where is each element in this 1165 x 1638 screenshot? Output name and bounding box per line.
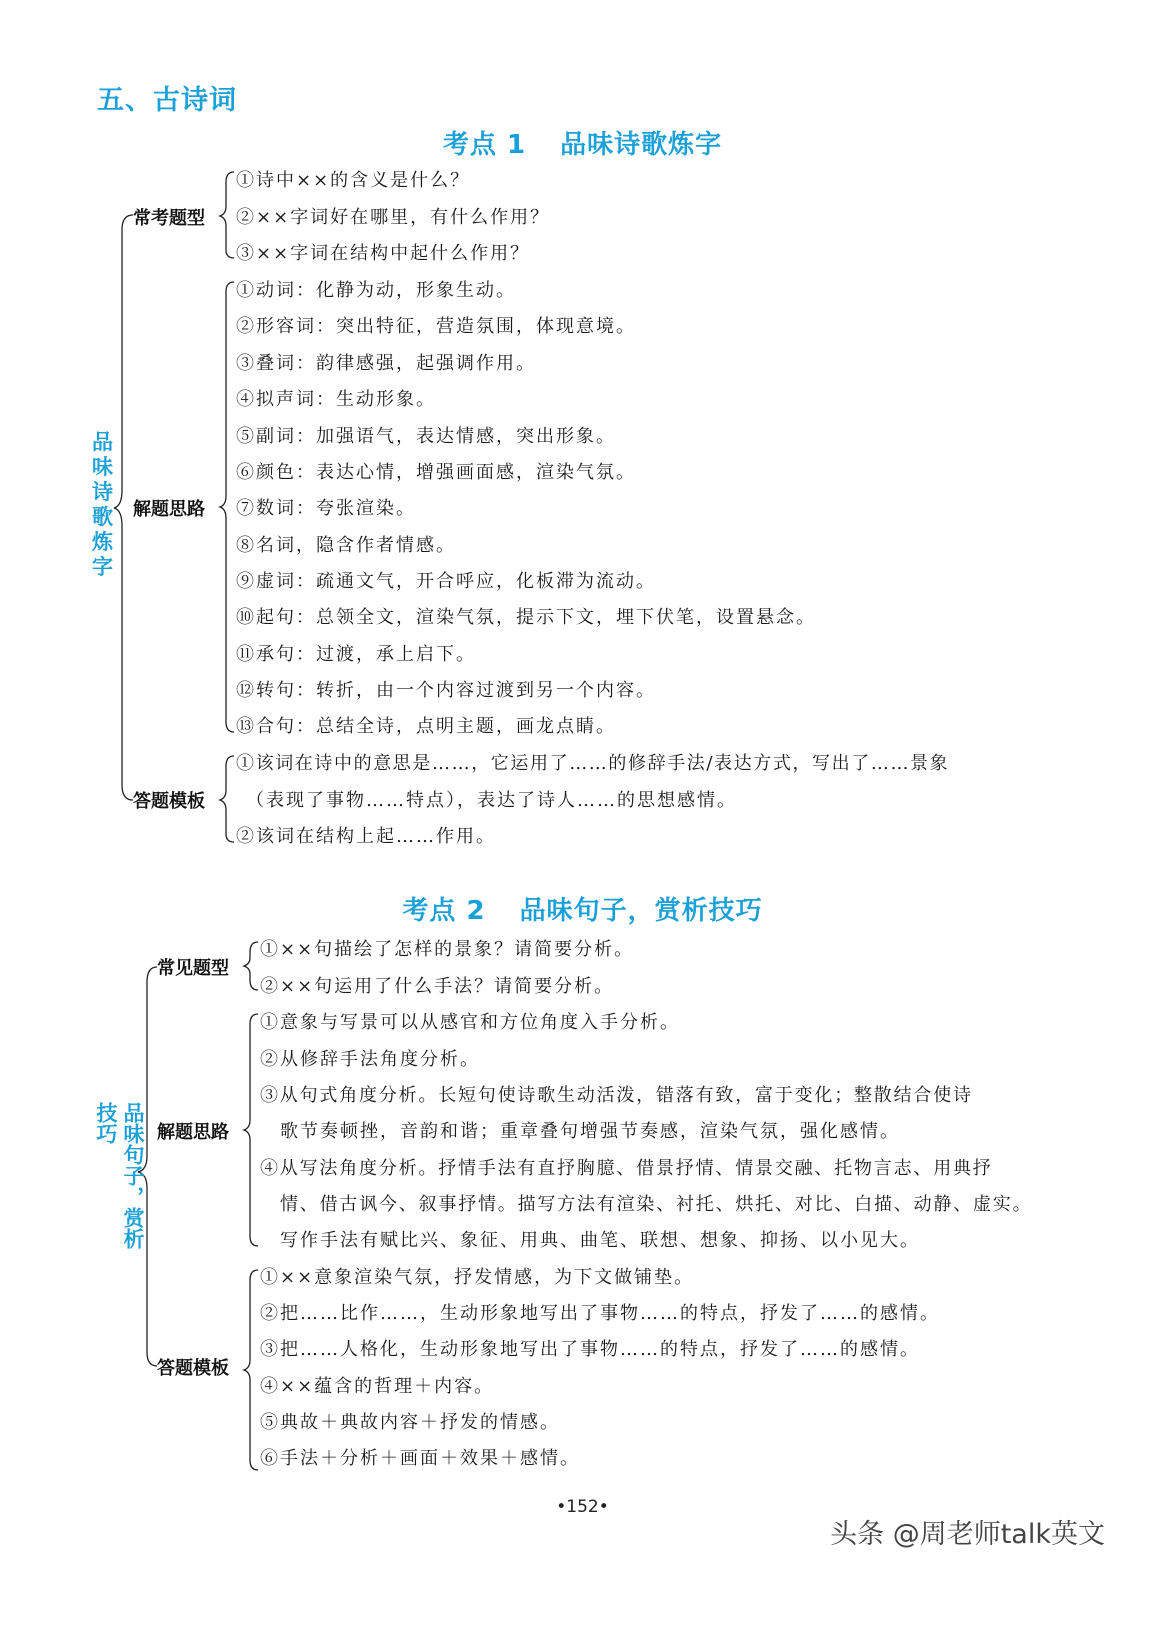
kd1-item: ③××字词在结构中起什么作用？ [236,243,531,264]
kd1-group-label-3: 答题模板 [133,791,205,812]
kd2-group-label-3: 答题模板 [157,1358,229,1379]
kd2-item-continued: 写作手法有赋比兴、象征、用典、曲笔、联想、想象、抑扬、以小见大。 [280,1230,920,1251]
kd1-item: ③叠词：韵律感强，起强调作用。 [236,353,536,374]
kd1-item-continued: （表现了事物……特点），表达了诗人……的思想感情。 [246,790,737,811]
page-number: •152• [556,1497,609,1517]
kd1-item: ⑩起句：总领全文，渲染气氛，提示下文，埋下伏笔，设置悬念。 [236,607,816,628]
kd1-item: ②××字词好在哪里，有什么作用？ [236,207,551,228]
kd2-item-continued: 情、借古讽今、叙事抒情。描写方法有渲染、衬托、烘托、对比、白描、动静、虚实。 [280,1194,1033,1215]
kd2-item-continued: 歌节奏顿挫，音韵和谐；重章叠句增强节奏感，渲染气氛，强化感情。 [280,1121,900,1142]
kd1-item: ⑤副词：加强语气，表达情感，突出形象。 [236,426,616,447]
kaodian1-number: 考点 1 [442,130,527,160]
kd1-item: ④拟声词：生动形象。 [236,389,436,410]
kd1-item: ⑨虚词：疏通文气，开合呼应，化板滞为流动。 [236,571,656,592]
kd2-group-label-2: 解题思路 [157,1122,229,1143]
kaodian2-number: 考点 2 [402,896,486,926]
kaodian2-title-text: 品味句子，赏析技巧 [519,896,763,926]
kd2-item: ③把……人格化，生动形象地写出了事物……的特点，抒发了……的感情。 [260,1339,920,1360]
kd2-item: ④从写法角度分析。抒情手法有直抒胸臆、借景抒情、情景交融、托物言志、用典抒 [260,1158,993,1179]
kd2-item: ②把……比作……，生动形象地写出了事物……的特点，抒发了……的感情。 [260,1303,940,1324]
kaodian2-root-label [92,1102,145,1252]
kd1-item: ⑦数词：夸张渲染。 [236,498,416,519]
kd1-item: ⑪承句：过渡，承上启下。 [236,644,476,665]
kd2-item: ②从修辞手法角度分析。 [260,1049,480,1070]
kd2-item: ④××蕴含的哲理＋内容。 [260,1376,495,1397]
kaodian1-title [0,124,1165,161]
kd1-item: ⑫转句：转折，由一个内容过渡到另一个内容。 [236,680,656,701]
kd1-item: ①该词在诗中的意思是……，它运用了……的修辞手法/表达方式，写出了……景象 [236,753,950,774]
kaodian1-root-label: 品味诗歌炼字 [92,430,113,579]
kd1-item: ⑬合句：总结全诗，点明主题，画龙点睛。 [236,716,616,737]
kd1-item: ②形容词：突出特征，营造氛围，体现意境。 [236,316,636,337]
kd2-item: ①意象与写景可以从感官和方位角度入手分析。 [260,1012,680,1033]
kd1-item: ②该词在结构上起……作用。 [236,826,496,847]
watermark: 头条 @周老师talk英文 [830,1519,1105,1550]
section-title: 五、古诗词 [97,85,237,116]
kd2-item: ②××句运用了什么手法？请简要分析。 [260,976,615,997]
kd1-group-label-1: 常考题型 [133,208,205,229]
kd1-group-label-2: 解题思路 [133,499,205,520]
kd2-item: ①××意象渲染气氛，抒发情感，为下文做铺垫。 [260,1267,695,1288]
kd2-item: ③从句式角度分析。长短句使诗歌生动活泼，错落有致，富于变化；整散结合使诗 [260,1085,973,1106]
kd1-item: ⑧名词，隐含作者情感。 [236,535,456,556]
kd2-item: ①××句描绘了怎样的景象？请简要分析。 [260,939,635,960]
kaodian2-root-label-text: 品味句子，赏析技巧 [94,1102,145,1249]
kd2-item: ⑤典故＋典故内容＋抒发的情感。 [260,1412,560,1433]
kaodian1-title-text: 品味诗歌炼字 [560,130,723,160]
kd1-item: ⑥颜色：表达心情，增强画面感，渲染气氛。 [236,462,636,483]
kd2-group-label-1: 常见题型 [157,958,229,979]
kaodian2-title [0,890,1165,927]
kd2-item: ⑥手法＋分析＋画面＋效果＋感情。 [260,1448,580,1469]
kd1-item: ①诗中××的含义是什么？ [236,170,471,191]
kd1-item: ①动词：化静为动，形象生动。 [236,280,516,301]
